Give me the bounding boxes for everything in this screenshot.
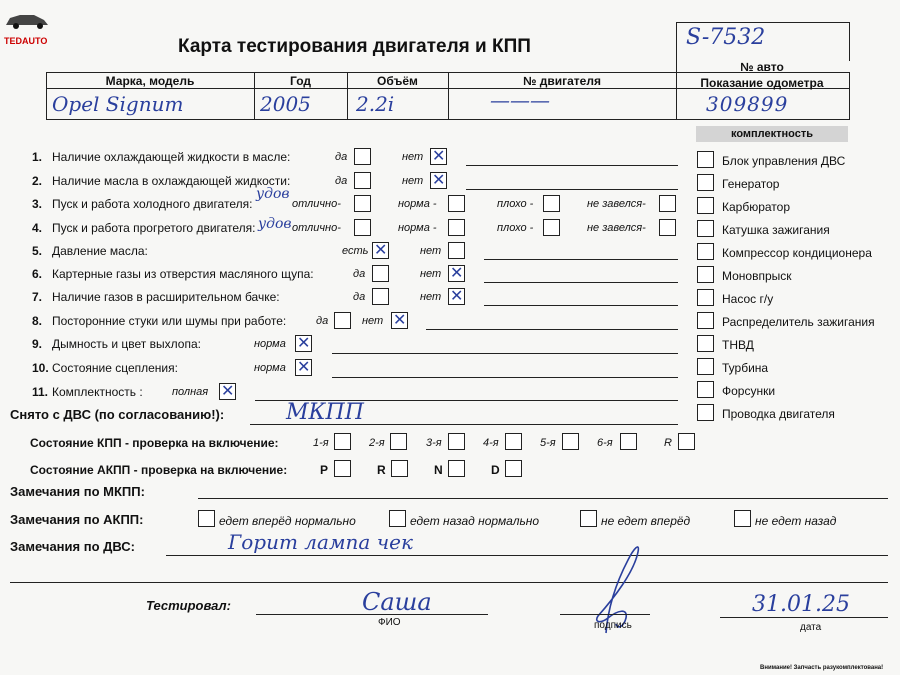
option-label: нет	[362, 315, 384, 327]
akpp-label: Состояние АКПП - проверка на включение:	[30, 463, 288, 477]
gear-label: 1-я	[313, 437, 329, 449]
col-header-odometer: Показание одометра	[700, 76, 824, 90]
item-label: Посторонние стуки или шумы при работе:	[52, 314, 287, 328]
option-box[interactable]	[354, 219, 371, 236]
handwritten-note: удов	[256, 186, 290, 202]
check-ac-compressor[interactable]	[697, 243, 714, 260]
gear-box[interactable]	[390, 433, 407, 450]
option-no-box[interactable]	[448, 242, 465, 259]
option-label: нет	[420, 291, 442, 303]
check-ecu[interactable]	[697, 151, 714, 168]
gear-box[interactable]	[505, 460, 522, 477]
option-yes-box[interactable]	[372, 288, 389, 305]
akpp-option-label: не едет вперёд	[601, 514, 691, 528]
option-label: норма	[254, 338, 286, 350]
comp-turbo: Турбина	[722, 361, 769, 375]
check-distributor[interactable]	[697, 312, 714, 329]
option-box[interactable]	[448, 195, 465, 212]
gear-box[interactable]	[620, 433, 637, 450]
option-yes-box[interactable]	[354, 148, 371, 165]
akpp-option-label: не едет назад	[755, 514, 837, 528]
logo-text: TEDAUTO	[4, 36, 48, 46]
option-normal-box[interactable]	[295, 359, 312, 376]
gear-box[interactable]	[448, 460, 465, 477]
remarks-mkpp-label: Замечания по МКПП:	[10, 484, 145, 499]
option-full-box[interactable]	[219, 383, 236, 400]
item-num: 8.	[32, 314, 43, 328]
option-normal-box[interactable]	[295, 335, 312, 352]
gear-label: 6-я	[597, 437, 613, 449]
gear-label: 2-я	[369, 437, 385, 449]
gear-label: P	[320, 463, 329, 477]
gear-label: D	[491, 463, 500, 477]
gear-box[interactable]	[678, 433, 695, 450]
kpp-label: Состояние КПП - проверка на включение:	[30, 436, 279, 450]
comp-distributor: Распределитель зажигания	[722, 315, 875, 329]
item-num: 6.	[32, 267, 43, 281]
option-no-box[interactable]	[430, 148, 447, 165]
option-no-box[interactable]	[448, 288, 465, 305]
tester-value: Саша	[362, 588, 432, 616]
option-label: есть	[342, 245, 369, 257]
car-number-value: S-7532	[686, 25, 766, 50]
item-num: 11.	[32, 385, 49, 399]
option-label: норма -	[398, 198, 437, 210]
engine-no-value: ———	[490, 88, 550, 112]
item-label: Давление масла:	[52, 244, 148, 258]
option-label: не завелся-	[587, 198, 646, 210]
gear-box[interactable]	[391, 460, 408, 477]
item-num: 4.	[32, 221, 43, 235]
comp-injectors: Форсунки	[722, 384, 776, 398]
check-tnvd[interactable]	[697, 335, 714, 352]
removed-value: МКПП	[286, 400, 364, 425]
model-value: Opel Signum	[52, 92, 184, 116]
akpp-option-box[interactable]	[389, 510, 406, 527]
item-label: Дымность и цвет выхлопа:	[52, 337, 201, 351]
item-num: 9.	[32, 337, 43, 351]
remarks-akpp-label: Замечания по АКПП:	[10, 512, 144, 527]
signature-caption: подпись	[594, 620, 632, 631]
year-value: 2005	[260, 92, 311, 116]
option-label: полная	[172, 386, 209, 398]
date-caption: дата	[800, 622, 822, 633]
option-yes-box[interactable]	[354, 172, 371, 189]
option-label: нет	[420, 268, 442, 280]
item-num: 7.	[32, 290, 43, 304]
option-label: норма	[254, 362, 286, 374]
option-yes-box[interactable]	[372, 265, 389, 282]
comp-ignition-coil: Катушка зажигания	[722, 223, 830, 237]
gear-box[interactable]	[505, 433, 522, 450]
option-no-box[interactable]	[448, 265, 465, 282]
option-yes-box[interactable]	[334, 312, 351, 329]
option-box[interactable]	[448, 219, 465, 236]
gear-label: 4-я	[483, 437, 499, 449]
removed-label: Снято с ДВС (по согласованию!):	[10, 407, 225, 422]
comp-tnvd: ТНВД	[722, 338, 754, 352]
check-monoinjection[interactable]	[697, 266, 714, 283]
comp-carburetor: Карбюратор	[722, 200, 791, 214]
col-header-year: Год	[290, 74, 311, 88]
option-label: плохо -	[497, 198, 534, 210]
check-injectors[interactable]	[697, 381, 714, 398]
option-yes-box[interactable]	[372, 242, 389, 259]
odometer-value: 309899	[706, 92, 789, 116]
gear-label: R	[664, 437, 672, 449]
akpp-option-label: едет назад нормально	[410, 514, 540, 528]
option-label: не завелся-	[587, 222, 646, 234]
tested-label: Тестировал:	[146, 598, 231, 613]
option-label: да	[353, 268, 366, 280]
akpp-option-box[interactable]	[734, 510, 751, 527]
page-title: Карта тестирования двигателя и КПП	[178, 36, 531, 57]
option-label: да	[335, 151, 348, 163]
item-label: Пуск и работа прогретого двигателя:	[52, 221, 256, 235]
option-label: нет	[402, 151, 424, 163]
check-ignition-coil[interactable]	[697, 220, 714, 237]
comp-generator: Генератор	[722, 177, 780, 191]
comp-ac-compressor: Компрессор кондиционера	[722, 246, 872, 260]
option-label: отлично-	[292, 222, 341, 234]
item-label: Картерные газы из отверстия масляного щупа:	[52, 267, 314, 281]
akpp-option-box[interactable]	[198, 510, 215, 527]
option-box[interactable]	[543, 195, 560, 212]
akpp-option-label: едет вперёд нормально	[219, 514, 356, 528]
option-label: норма -	[398, 222, 437, 234]
option-label: да	[316, 315, 329, 327]
option-label: да	[335, 175, 348, 187]
comp-wiring: Проводка двигателя	[722, 407, 835, 421]
item-label: Состояние сцепления:	[52, 361, 178, 375]
option-label: отлично-	[292, 198, 341, 210]
gear-label: 5-я	[540, 437, 556, 449]
col-header-volume: Объём	[377, 74, 418, 88]
date-value: 31.01.25	[752, 592, 850, 617]
option-no-box[interactable]	[430, 172, 447, 189]
comp-ps-pump: Насос г/у	[722, 292, 774, 306]
gear-label: N	[434, 463, 443, 477]
col-header-engine-no: № двигателя	[523, 74, 601, 88]
car-logo-icon	[4, 8, 50, 30]
item-num: 3.	[32, 197, 43, 211]
comp-monoinjection: Моновпрыск	[722, 269, 792, 283]
option-label: нет	[402, 175, 424, 187]
check-wiring[interactable]	[697, 404, 714, 421]
item-label: Комплектность :	[52, 385, 143, 399]
option-label: плохо -	[497, 222, 534, 234]
gear-box[interactable]	[562, 433, 579, 450]
remarks-dvs-label: Замечания по ДВС:	[10, 539, 135, 554]
item-label: Наличие охлаждающей жидкости в масле:	[52, 150, 291, 164]
comp-ecu: Блок управления ДВС	[722, 154, 846, 168]
option-no-box[interactable]	[391, 312, 408, 329]
item-num: 10.	[32, 361, 49, 375]
handwritten-note: удов	[258, 216, 292, 232]
item-label: Наличие газов в расширительном бачке:	[52, 290, 280, 304]
item-num: 1.	[32, 150, 43, 164]
gear-label: 3-я	[426, 437, 442, 449]
check-ps-pump[interactable]	[697, 289, 714, 306]
option-label: нет	[420, 245, 442, 257]
col-header-model: Марка, модель	[105, 74, 195, 88]
option-box[interactable]	[659, 195, 676, 212]
check-carburetor[interactable]	[697, 197, 714, 214]
volume-value: 2.2i	[356, 92, 395, 116]
gear-box[interactable]	[334, 460, 351, 477]
completeness-header: комплектность	[730, 128, 814, 140]
item-label: Пуск и работа холодного двигателя:	[52, 197, 253, 211]
item-num: 5.	[32, 244, 43, 258]
fio-caption: ФИО	[378, 617, 401, 628]
remarks-dvs-value: Горит лампа чек	[228, 530, 413, 554]
warning-text: Внимание! Запчасть разукомплектована!	[760, 665, 884, 671]
option-box[interactable]	[543, 219, 560, 236]
option-box[interactable]	[659, 219, 676, 236]
option-box[interactable]	[354, 195, 371, 212]
check-generator[interactable]	[697, 174, 714, 191]
item-label: Наличие масла в охлаждающей жидкости:	[52, 174, 291, 188]
akpp-option-box[interactable]	[580, 510, 597, 527]
gear-box[interactable]	[334, 433, 351, 450]
gear-label: R	[377, 463, 386, 477]
gear-box[interactable]	[448, 433, 465, 450]
item-num: 2.	[32, 174, 43, 188]
option-label: да	[353, 291, 366, 303]
car-number-label: № авто	[740, 60, 784, 74]
logo	[4, 8, 52, 44]
check-turbo[interactable]	[697, 358, 714, 375]
